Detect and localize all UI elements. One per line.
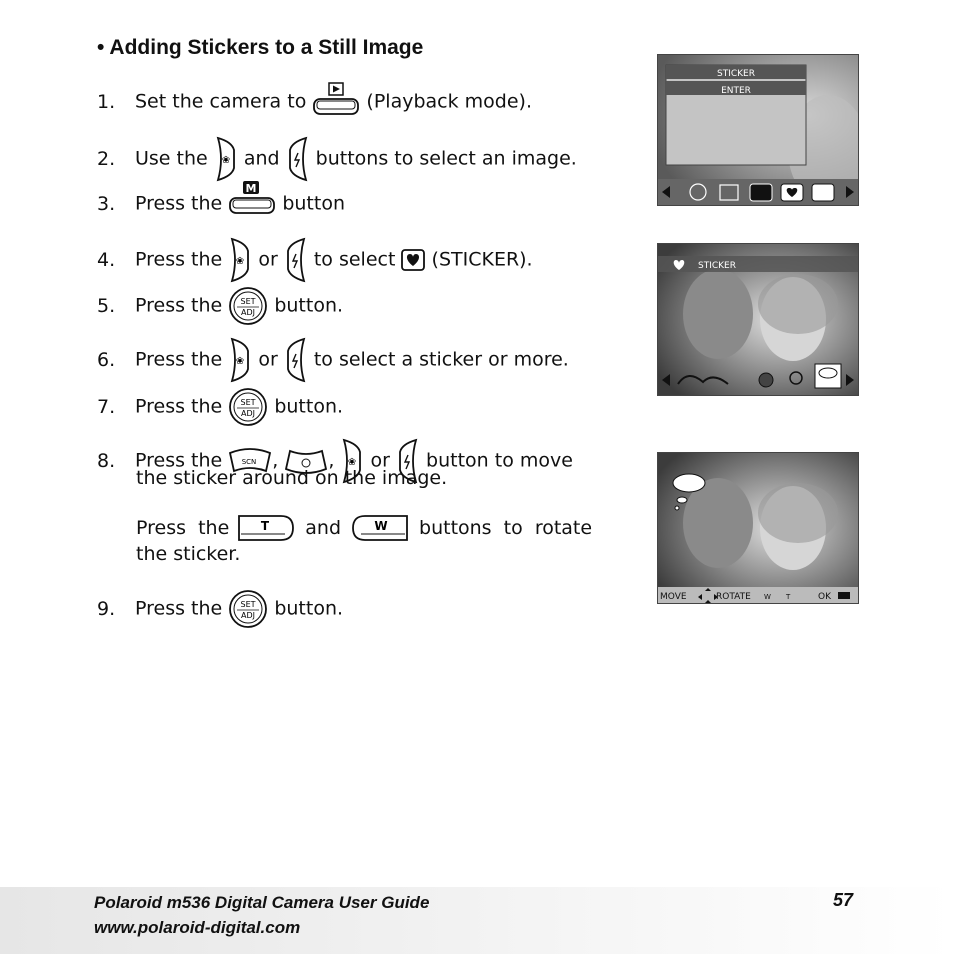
svg-text:ADJ: ADJ — [241, 611, 256, 620]
step-8-line-4: the sticker. — [136, 543, 241, 565]
tele-button-icon — [237, 514, 295, 542]
svg-text:SCN: SCN — [241, 458, 257, 466]
svg-text:SET: SET — [240, 600, 256, 609]
svg-text:T: T — [261, 519, 270, 533]
step-8: 8. Press the SCN , , ❀ or button to move — [97, 438, 573, 484]
step-number: 5. — [97, 294, 116, 317]
lcd-move-screenshot — [657, 452, 859, 604]
svg-text:SET: SET — [240, 398, 256, 407]
flash-right-button-icon — [284, 237, 308, 283]
lcd-sticker-screenshot — [657, 243, 859, 396]
svg-text:W: W — [374, 519, 388, 533]
flash-right-button-icon — [284, 337, 308, 383]
macro-left-button-icon — [228, 337, 252, 383]
website-link[interactable]: www.polaroid-digital.com — [94, 918, 301, 937]
svg-text:❀: ❀ — [236, 356, 245, 367]
step-5: 5. Press the SET ADJ button. — [97, 286, 343, 326]
step-9: 9. Press the SET ADJ button. — [97, 589, 343, 629]
step-3: 3. Press the M button — [97, 182, 345, 215]
lcd-menu-screenshot — [657, 54, 859, 206]
step-2: 2. Use the ❀ and buttons to select an image. — [97, 136, 577, 182]
svg-text:❀: ❀ — [348, 457, 357, 468]
step-8-line-2: the sticker around on the image. — [136, 467, 448, 489]
svg-text:T: T — [786, 593, 791, 601]
flash-right-button-icon — [286, 136, 310, 182]
svg-text:ADJ: ADJ — [241, 409, 256, 418]
svg-text:ENTER: ENTER — [721, 86, 751, 96]
svg-text:ROTATE: ROTATE — [716, 592, 751, 602]
wide-button-icon — [351, 514, 409, 542]
macro-left-button-icon — [228, 237, 252, 283]
step-number: 1. — [97, 90, 116, 113]
svg-text:❀: ❀ — [221, 155, 230, 166]
page-footer — [0, 887, 954, 954]
svg-text:STICKER: STICKER — [717, 69, 755, 79]
step-number: 4. — [97, 248, 116, 271]
step-number: 8. — [97, 449, 116, 472]
step-6: 6. Press the ❀ or to select a sticker or more. — [97, 337, 569, 383]
svg-text:W: W — [764, 593, 771, 601]
svg-text:MOVE: MOVE — [660, 592, 687, 602]
set-adj-button-icon — [228, 286, 268, 326]
set-adj-button-icon — [228, 589, 268, 629]
svg-text:M: M — [245, 182, 257, 195]
menu-button-icon — [228, 180, 276, 216]
step-number: 6. — [97, 348, 116, 371]
page-number: 57 — [833, 890, 854, 910]
svg-text:STICKER: STICKER — [698, 261, 736, 271]
step-number: 7. — [97, 395, 116, 418]
svg-text:ADJ: ADJ — [241, 308, 256, 317]
step-7: 7. Press the SET ADJ button. — [97, 387, 343, 427]
step-number: 9. — [97, 597, 116, 620]
step-number: 3. — [97, 192, 116, 215]
step-4: 4. Press the ❀ or to select (STICKER). — [97, 237, 533, 283]
step-number: 2. — [97, 147, 116, 170]
playback-button-icon — [312, 82, 360, 118]
step-1: 1. Set the camera to (Playback mode). — [97, 84, 532, 120]
guide-title: Polaroid m536 Digital Camera User Guide — [94, 893, 430, 912]
set-adj-button-icon — [228, 387, 268, 427]
svg-text:SET: SET — [240, 297, 256, 306]
svg-text:OK: OK — [818, 592, 831, 602]
svg-text:❀: ❀ — [236, 256, 245, 267]
macro-left-button-icon — [214, 136, 238, 182]
step-8-rotate-note: Press the T and W buttons to rotate — [136, 514, 604, 542]
sticker-heart-icon — [401, 249, 425, 271]
section-heading: • Adding Stickers to a Still Image — [97, 36, 424, 59]
